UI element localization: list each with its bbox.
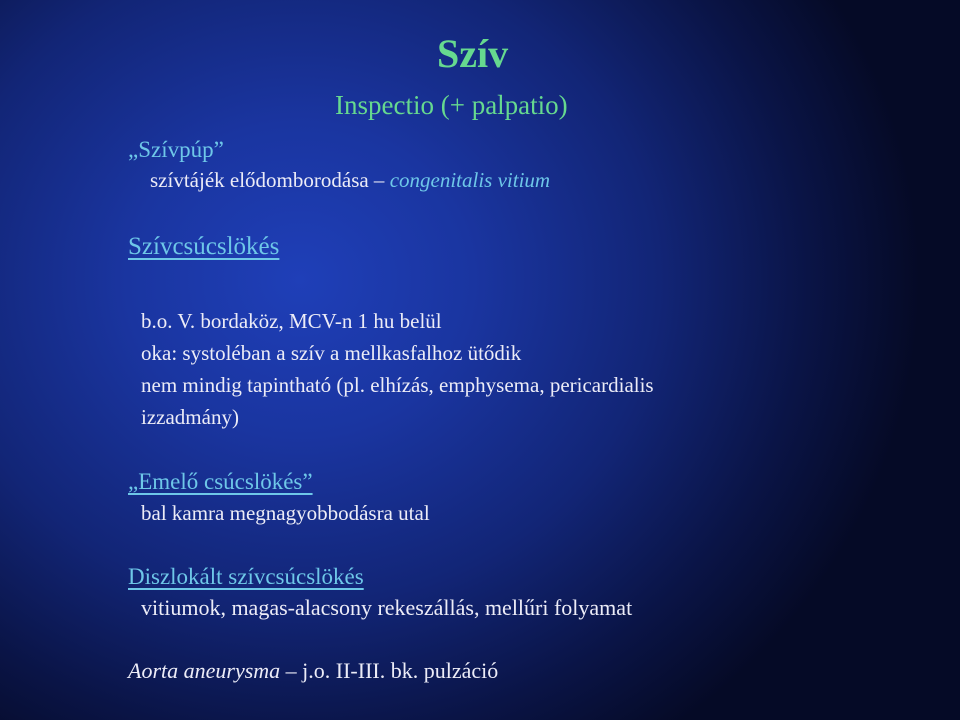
text-szivcsucslokes-1: b.o. V. bordaköz, MCV-n 1 hu belül	[141, 309, 442, 333]
text-diszlokalt: vitiumok, magas-alacsony rekeszállás, mellűri folyamat	[141, 595, 633, 620]
slide-title: Szív	[437, 31, 509, 76]
heading-emelo-csucslokes: „Emelő csúcslökés”	[128, 469, 313, 494]
text-szivcsucslokes-3: nem mindig tapintható (pl. elhízás, emphysema, pericardialis	[141, 373, 654, 397]
text-szivcsucslokes-4: izzadmány)	[141, 405, 239, 429]
heading-szivcsucslokes: Szívcsúcslökés	[128, 233, 280, 260]
text-szivpup-plain: szívtájék elődomborodása –	[150, 168, 390, 192]
heading-szivpup: „Szívpúp”	[128, 137, 224, 162]
text-szivpup-italic: congenitalis vitium	[389, 168, 551, 192]
text-szivpup	[150, 170, 550, 191]
text-aorta-rest: – j.o. II-III. bk. pulzáció	[280, 658, 499, 683]
text-szivcsucslokes-2: oka: systoléban a szív a mellkasfalhoz ütődik	[141, 341, 522, 365]
heading-diszlokalt: Diszlokált szívcsúcslökés	[128, 564, 364, 589]
text-aorta-italic: Aorta aneurysma	[128, 658, 281, 683]
slide-subtitle: Inspectio (+ palpatio)	[335, 90, 568, 120]
text-aorta-aneurysma	[128, 660, 498, 682]
text-emelo-csucslokes: bal kamra megnagyobbodásra utal	[141, 501, 430, 525]
